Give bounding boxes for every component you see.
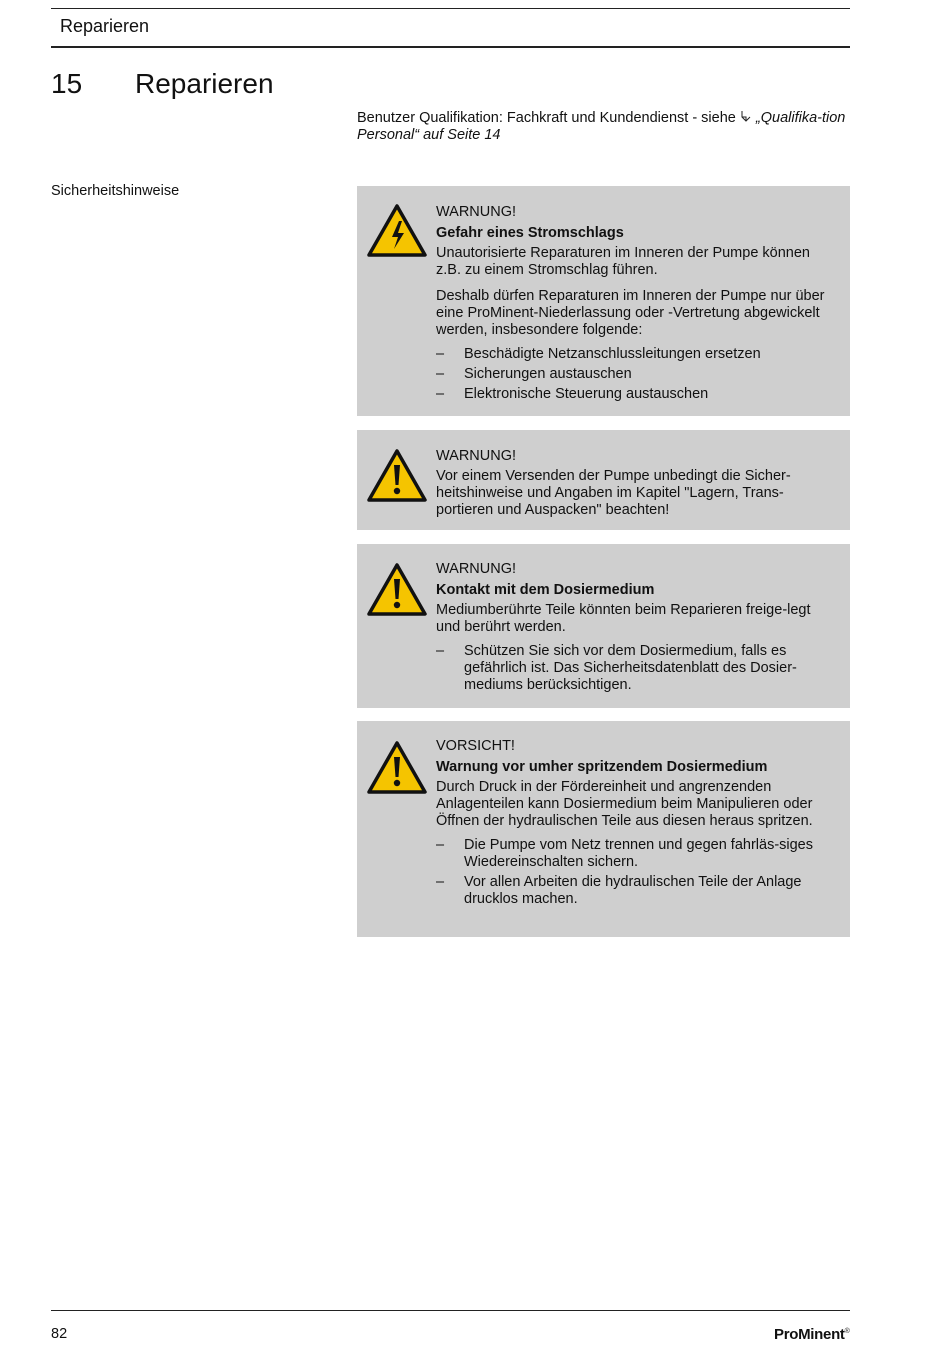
signal-word: WARNUNG! xyxy=(436,204,517,220)
notice-paragraph: Deshalb dürfen Reparaturen im Inneren der Pumpe nur über eine ProMinent-Niederlassung oder -Vertretung abgewickelt werden, insbesondere folgende: xyxy=(436,288,825,338)
qualification-text: Benutzer Qualifikation: Fachkraft und Kundendienst - siehe xyxy=(357,110,740,126)
electric-hazard-icon xyxy=(366,203,428,259)
measures-list xyxy=(436,346,836,403)
dash-bullet: – xyxy=(436,643,445,659)
hazard-title: Gefahr eines Stromschlags xyxy=(436,225,624,241)
warning-icon xyxy=(366,740,428,796)
user-qualification-note xyxy=(357,110,850,144)
measures-list xyxy=(436,643,836,694)
notice-dosing-medium-contact xyxy=(357,544,850,708)
dash-bullet: – xyxy=(436,837,445,853)
running-header-title: Reparieren xyxy=(60,16,150,36)
dash-bullet: – xyxy=(436,366,445,382)
reference-arrow-icon xyxy=(740,110,752,126)
notice-content xyxy=(436,561,836,697)
measures-list xyxy=(436,837,836,908)
hazard-title: Kontakt mit dem Dosiermedium xyxy=(436,582,655,598)
list-item: – Vor allen Arbeiten die hydraulischen Teile der Anlage drucklos machen. xyxy=(436,874,802,907)
list-item: – Schützen Sie sich vor dem Dosiermedium, falls es gefährlich ist. Das Sicherheitsdatenblatt des Dosier-mediums berücksichtigen. xyxy=(436,643,797,693)
signal-word: WARNUNG! xyxy=(436,561,517,577)
section-side-label: Sicherheitshinweise xyxy=(51,183,180,199)
dash-bullet: – xyxy=(436,346,445,362)
list-item: – Elektronische Steuerung austauschen xyxy=(436,386,709,402)
notice-paragraph: Mediumberührte Teile könnten beim Reparieren freige-legt und berührt werden. xyxy=(436,602,811,635)
notice-content xyxy=(436,738,836,911)
signal-word: WARNUNG! xyxy=(436,448,517,464)
list-item: – Die Pumpe vom Netz trennen und gegen fahrläs-siges Wiedereinschalten sichern. xyxy=(436,837,813,870)
page-number: 82 xyxy=(51,1326,68,1342)
warning-icon xyxy=(366,448,428,504)
dash-bullet: – xyxy=(436,386,445,402)
hazard-title: Warnung vor umher spritzendem Dosiermedium xyxy=(436,759,768,775)
chapter-number: 15 xyxy=(51,68,83,99)
notice-paragraph: Unautorisierte Reparaturen im Inneren der Pumpe können z.B. zu einem Stromschlag führen. xyxy=(436,245,810,278)
dash-bullet: – xyxy=(436,874,445,890)
list-item: – Sicherungen austauschen xyxy=(436,366,632,382)
notice-shipping xyxy=(357,430,850,530)
signal-word: VORSICHT! xyxy=(436,738,515,754)
brand-logo: ProMinent® xyxy=(774,1326,850,1343)
notice-electric-shock xyxy=(357,186,850,416)
header-bottom-rule xyxy=(51,46,850,48)
header-top-rule xyxy=(51,8,850,9)
footer-rule xyxy=(51,1310,850,1311)
notice-content xyxy=(436,448,836,519)
notice-splashing-medium xyxy=(357,721,850,937)
notice-paragraph: Durch Druck in der Fördereinheit und angrenzenden Anlagenteilen kann Dosiermedium beim Manipulieren oder Öffnen der hydraulischen Teile aus diesen heraus spritzen. xyxy=(436,779,813,829)
notice-content xyxy=(436,204,836,406)
notice-paragraph: Vor einem Versenden der Pumpe unbedingt die Sicher-heitshinweise und Angaben im Kapitel "Lagern, Trans-portieren und Auspacken" beachten! xyxy=(436,468,791,518)
warning-icon xyxy=(366,562,428,618)
list-item: – Beschädigte Netzanschlussleitungen ersetzen xyxy=(436,346,761,362)
qualification-personal-link[interactable]: „Qualifika-tion Personal“ auf Seite 14 xyxy=(357,110,846,143)
chapter-title: Reparieren xyxy=(135,68,274,99)
